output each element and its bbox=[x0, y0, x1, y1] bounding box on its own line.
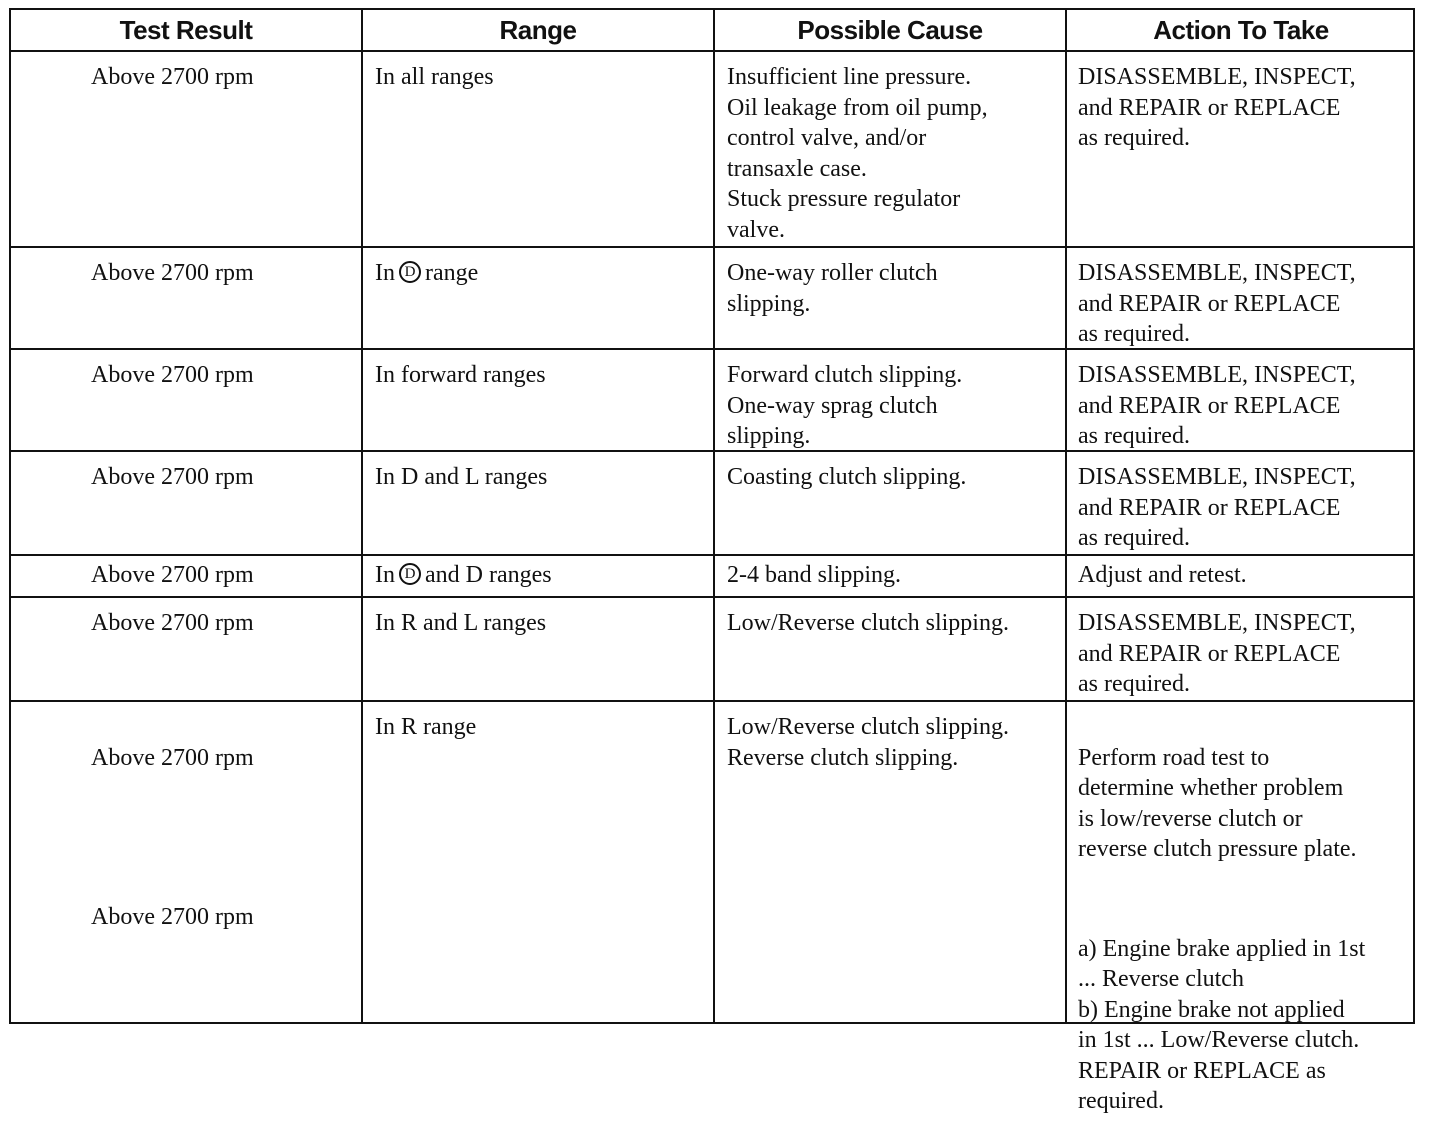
cell-action: DISASSEMBLE, INSPECT, and REPAIR or REPLACE as required. bbox=[1078, 260, 1356, 347]
cell-possible-cause: One-way roller clutch slipping. bbox=[715, 248, 1067, 348]
cell-range bbox=[363, 556, 715, 596]
test-result-line: Above 2700 rpm bbox=[91, 903, 254, 930]
cell-range: In forward ranges bbox=[363, 350, 715, 450]
overdrive-circle-icon: D bbox=[399, 563, 421, 585]
overdrive-circle-icon: D bbox=[399, 261, 421, 283]
range-prefix: In bbox=[375, 260, 395, 286]
cell-possible-cause: Low/Reverse clutch slipping. Reverse clutch slipping. bbox=[715, 702, 1067, 1022]
cell-action: DISASSEMBLE, INSPECT, and REPAIR or REPLACE as required. bbox=[1078, 610, 1356, 697]
cell-action: DISASSEMBLE, INSPECT, and REPAIR or REPLACE as required. bbox=[1078, 362, 1356, 449]
range-suffix: and D ranges bbox=[425, 562, 552, 588]
header-test-result: Test Result bbox=[11, 10, 363, 50]
cell-action bbox=[1067, 702, 1415, 1114]
cell-possible-cause: Forward clutch slipping. One-way sprag clutch slipping. bbox=[715, 350, 1067, 450]
cell-range: In D and L ranges bbox=[363, 452, 715, 554]
cell-possible-cause: 2-4 band slipping. bbox=[715, 556, 1067, 596]
action-detail-text: a) Engine brake applied in 1st ... Reverse clutch b) Engine brake not applied in 1st ... Low/Reverse clutch. REPAIR or REPLACE as required. bbox=[1078, 935, 1366, 1114]
diagnosis-table bbox=[9, 8, 1415, 1114]
cell-test-result: Above 2700 rpm bbox=[11, 52, 363, 246]
header-possible-cause: Possible Cause bbox=[715, 10, 1067, 50]
cell-test-result: Above 2700 rpm bbox=[11, 598, 363, 700]
action-text: Perform road test to determine whether problem is low/reverse clutch or reverse clutch pressure plate. bbox=[1078, 744, 1357, 862]
cell-action: Adjust and retest. bbox=[1078, 562, 1247, 588]
cell-test-result bbox=[11, 702, 363, 1022]
spacer bbox=[1078, 895, 1415, 903]
cell-test-result: Above 2700 rpm bbox=[11, 248, 363, 348]
table-row bbox=[11, 350, 1413, 452]
range-prefix: In bbox=[375, 562, 395, 588]
cell-action: DISASSEMBLE, INSPECT, and REPAIR or REPLACE as required. bbox=[1078, 464, 1356, 551]
range-suffix: range bbox=[425, 260, 479, 286]
table-row bbox=[11, 248, 1413, 350]
table-row bbox=[11, 556, 1413, 598]
cell-range: In all ranges bbox=[363, 52, 715, 246]
cell-test-result: Above 2700 rpm bbox=[11, 556, 363, 596]
test-result-line: Above 2700 rpm bbox=[91, 744, 254, 771]
cell-range: In R range bbox=[363, 702, 715, 1022]
cell-possible-cause: Insufficient line pressure. Oil leakage from oil pump, control valve, and/or transaxle case. Stuck pressure regulator valve. bbox=[715, 52, 1067, 246]
table-row bbox=[11, 598, 1413, 702]
table-row bbox=[11, 452, 1413, 556]
cell-possible-cause: Coasting clutch slipping. bbox=[715, 452, 1067, 554]
cell-action: DISASSEMBLE, INSPECT, and REPAIR or REPLACE as required. bbox=[1078, 64, 1356, 151]
table-row bbox=[11, 702, 1413, 1114]
table-row bbox=[11, 52, 1413, 248]
cell-range: In R and L ranges bbox=[363, 598, 715, 700]
table-header-row bbox=[11, 10, 1413, 52]
cell-test-result: Above 2700 rpm bbox=[11, 350, 363, 450]
header-action: Action To Take bbox=[1153, 15, 1329, 45]
cell-test-result: Above 2700 rpm bbox=[11, 452, 363, 554]
header-range: Range bbox=[363, 10, 715, 50]
cell-possible-cause: Low/Reverse clutch slipping. bbox=[715, 598, 1067, 700]
cell-range bbox=[363, 248, 715, 348]
